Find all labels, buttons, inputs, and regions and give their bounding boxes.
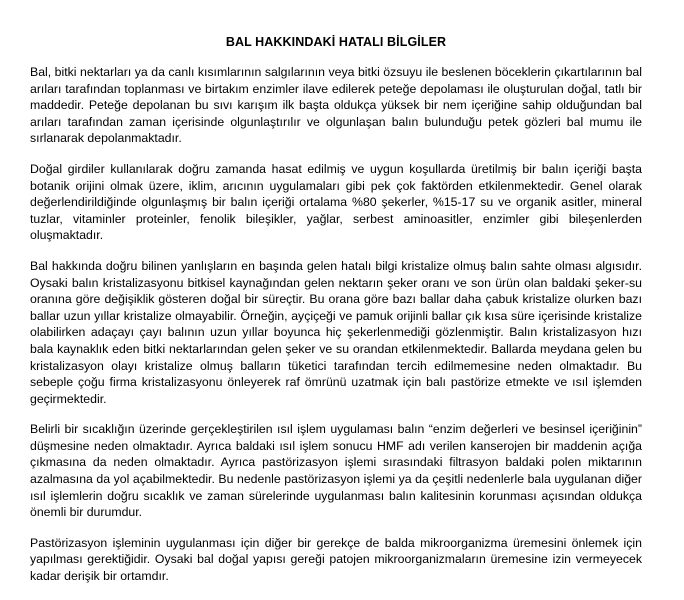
document-title: BAL HAKKINDAKİ HATALI BİLGİLER (225, 35, 447, 49)
paragraph-composition: Doğal girdiler kullanılarak doğru zamanda hasat edilmiş ve uygun koşullarda üretilmiş bir balın içeriği başta botanik orijini olmak üzere, iklim, arıcının uygulamaları gibi pek çok faktörden etkilenmektedir. Genel olarak değerlendirildiğinde olgunlaşmış bir balın içeriği ortalama %80 şekerler, %15-17 su ve organik asitler, mineral tuzlar, vitaminler proteinler, fenolik bileşikler, yağlar, serbest aminoasitler, enzimler gibi bileşenlerden oluşmaktadır. (30, 161, 642, 243)
paragraph-definition: Bal, bitki nektarları ya da canlı kısımlarının salgılarının veya bitki özsuyu ile beslenen böceklerin çıkartılarının bal arıları tarafından toplanması ve birtakım enzimler ilave edilerek peteğe depolaması ile oluşturulan doğal, tatlı bir maddedir. Peteğe depolanan bu sıvı karışım ilk başta oldukça yüksek bir nem içeriğine sahip olduğundan bal arıları tarafından zaman içerisinde olgunlaştırılır ve olgunlaşan balın bulunduğu petek gözleri bal mumu ile sırlanarak depolanmaktadır. (30, 65, 642, 146)
paragraph-heat-treatment: Belirli bir sıcaklığın üzerinde gerçekleştirilen ısıl işlem uygulaması balın “enzim değerleri ve besinsel içeriğinin” düşmesine neden olmaktadır. Ayrıca baldaki ısıl işlem sonucu HMF adı verilen kanserojen bir maddenin açığa çıkmasına da neden olmaktadır. Ayrıca pastörizasyon işlemi sırasındaki filtrasyon baldaki polen miktarının azalmasına da yol açabilmektedir. Bu nedenle pastörizasyon işlemi ya da çeşitli nedenlerle bala uygulanan diğer ısıl işlemlerin doğru sıcaklık ve zaman sürelerinde uygulanması balın kalitesinin korunması açısından oldukça önemli bir durumdur. (30, 422, 642, 520)
paragraph-pasteurization: Pastörizasyon işleminin uygulanması için diğer bir gerekçe de balda mikroorganizma üremesini önlemek için yapılması gerektiğidir. Oysaki bal doğal yapısı gereği patojen mikroorganizmaların üremesine izin vermeyecek kadar derişik bir ortamdır. (30, 535, 642, 584)
paragraph-crystallization: Bal hakkında doğru bilinen yanlışların en başında gelen hatalı bilgi kristalize olmuş balın sahte olması algısıdır. Oysaki balın kristalizasyonu bitkisel kaynağından gelen nektarın şeker oranı ve son ürün olan baldaki şeker-su oranına göre değişiklik gösteren doğal bir süreçtir. Bu orana göre bazı ballar daha çabuk kristalize olurken bazı ballar uzun yıllar kristalize olmayabilir. Örneğin, ayçiçeği ve pamuk orijinli ballar çık kısa süre içerisinde kristalize olabilirken adaçayı çayı balının uzun yıllar boyunca hiç şekerlenmediği gözlenmiştir. Balın kristalizasyon hızı bala kaynaklık eden bitki nektarlarından gelen şeker ve su orandan etkilenmektedir. Ballarda meydana gelen bu kristalizasyon olayı kristalize olmuş balların tüketici tarafından tercih edilmemesine neden olmaktadır. Bu sebeple çoğu firma kristalizasyonu önleyerek raf ömrünü uzatmak için balı pastörize etmekte ve ısıl işlemden geçirmektedir. (30, 258, 642, 406)
